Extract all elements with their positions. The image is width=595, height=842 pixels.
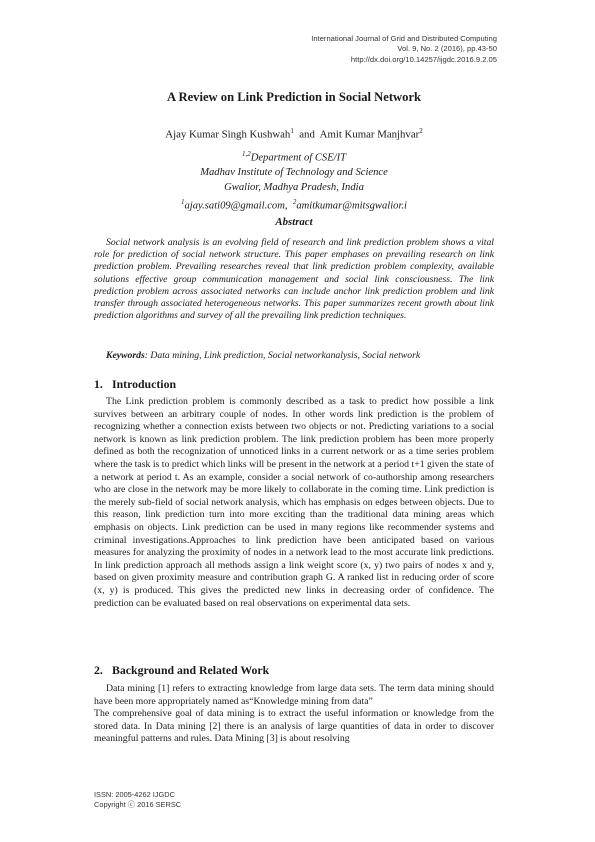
email-1-sup: 1 xyxy=(180,198,185,207)
author-line xyxy=(94,127,494,141)
keywords-line xyxy=(94,350,494,361)
paper-title: A Review on Link Prediction in Social Network xyxy=(166,90,422,104)
journal-header xyxy=(237,34,497,65)
section-2-number: 2. xyxy=(94,663,103,677)
section-1-title: Introduction xyxy=(112,377,177,391)
email-2-sup: 2 xyxy=(292,198,297,207)
doi-link[interactable]: http://dx.doi.org/10.14257/ijgdc.2016.9.2.05 xyxy=(350,54,497,64)
section-1-heading xyxy=(94,377,176,392)
keywords-text: : Data mining, Link prediction, Social networkanalysis, Social network xyxy=(144,350,421,361)
author-2-sup: 2 xyxy=(419,127,423,135)
section-2-title: Background and Related Work xyxy=(112,663,270,677)
section-2-body xyxy=(94,683,494,746)
section-2-heading xyxy=(94,663,269,678)
copyright: Copyright ⓒ 2016 SERSC xyxy=(94,800,182,810)
page-footer xyxy=(94,790,181,811)
issn: ISSN: 2005-4262 IJGDC xyxy=(94,790,175,799)
section-2-paragraph-1: Data mining [1] refers to extracting knowledge from large data sets. The term data mining should have been more appropriately named as“Knowledge mining from data” xyxy=(94,683,494,707)
author-1: Ajay Kumar Singh Kushwah xyxy=(165,128,291,141)
author-and: and xyxy=(299,128,315,141)
author-1-sup: 1 xyxy=(290,127,294,135)
email-2[interactable]: amitkumar@mitsgwalior.i xyxy=(296,200,408,212)
journal-volume: Vol. 9, No. 2 (2016), pp.43-50 xyxy=(397,44,497,54)
affiliation-sup: 1,2 xyxy=(241,150,251,158)
section-1-paragraph: The Link prediction problem is commonly described as a task to predict how possible a link survives between an arbitrary couple of nodes. In other words link prediction is the problem of recognizing whether a connection exists between two objects or not. Predicting variations to a social network is known as link prediction problem. The link prediction problem has been more properly defined as both the recognization of unnoticed links in a current network or as a time series problem where the task is to predict which links will be present in the network at a period t+1 given the state of a network at period t. As an example, consider a social network of co-authorship among researchers who are close in the network may be more likely to collaborate in the coming time. Link prediction is the merely sub-field of social network analysis, which has emphasis on edges between objects. Due to this reason, link prediction turn into more exciting than the traditional data mining areas which emphasis on objects. Link prediction can be used in many regions like recommender systems and criminal investigations.Approaches to link prediction have been anticipated based on various measures for analyzing the proximity of nodes in a network lead to the most accurate link predictions. In link prediction approach all methods assign a link weight score (x, y) two pairs of nodes x and y, based on given proximity measure and contribution graph G. A ranked list in reducing order of score (x, y) is produced. This gives the predicted new links in decreasing order of confidence. The prediction can be evaluated based on real observations on experimental data sets. xyxy=(94,396,494,609)
abstract-heading: Abstract xyxy=(275,216,313,228)
author-2: Amit Kumar Manjhvar xyxy=(319,128,420,141)
affiliation-block xyxy=(94,147,494,214)
section-2-paragraph-2: The comprehensive goal of data mining is to extract the useful information or knowledge from the stored data. In Data mining [2] there is an analysis of large quantities of data in order to discover meaningful patterns and rules. Data Mining [3] is about resolving xyxy=(94,708,494,745)
keywords-label: Keywords xyxy=(106,350,145,361)
journal-name: International Journal of Grid and Distributed Computing xyxy=(311,34,497,43)
email-1[interactable]: ajay.sati09@gmail.com, xyxy=(184,200,288,212)
institute: Madhav Institute of Technology and Science xyxy=(200,167,388,179)
abstract-text: Social network analysis is an evolving field of research and link prediction problem shows a vital role for prediction of social network structure. This paper emphases on prevailing research on link prediction problem. Prevailing researches reveal that link prediction problem complexity, available solutions effective group communication management and social link consciousness. The link prediction problem across associated networks can include anchor link prediction problem and link transfer through associated heterogeneous networks. This paper summarizes recent growth about link prediction algorithms and survey of all the prevailing link prediction techniques. xyxy=(94,237,494,322)
city: Gwalior, Madhya Pradesh, India xyxy=(224,181,364,193)
department: Department of CSE/IT xyxy=(250,152,347,164)
section-1-number: 1. xyxy=(94,377,103,391)
section-1-body xyxy=(94,396,494,610)
